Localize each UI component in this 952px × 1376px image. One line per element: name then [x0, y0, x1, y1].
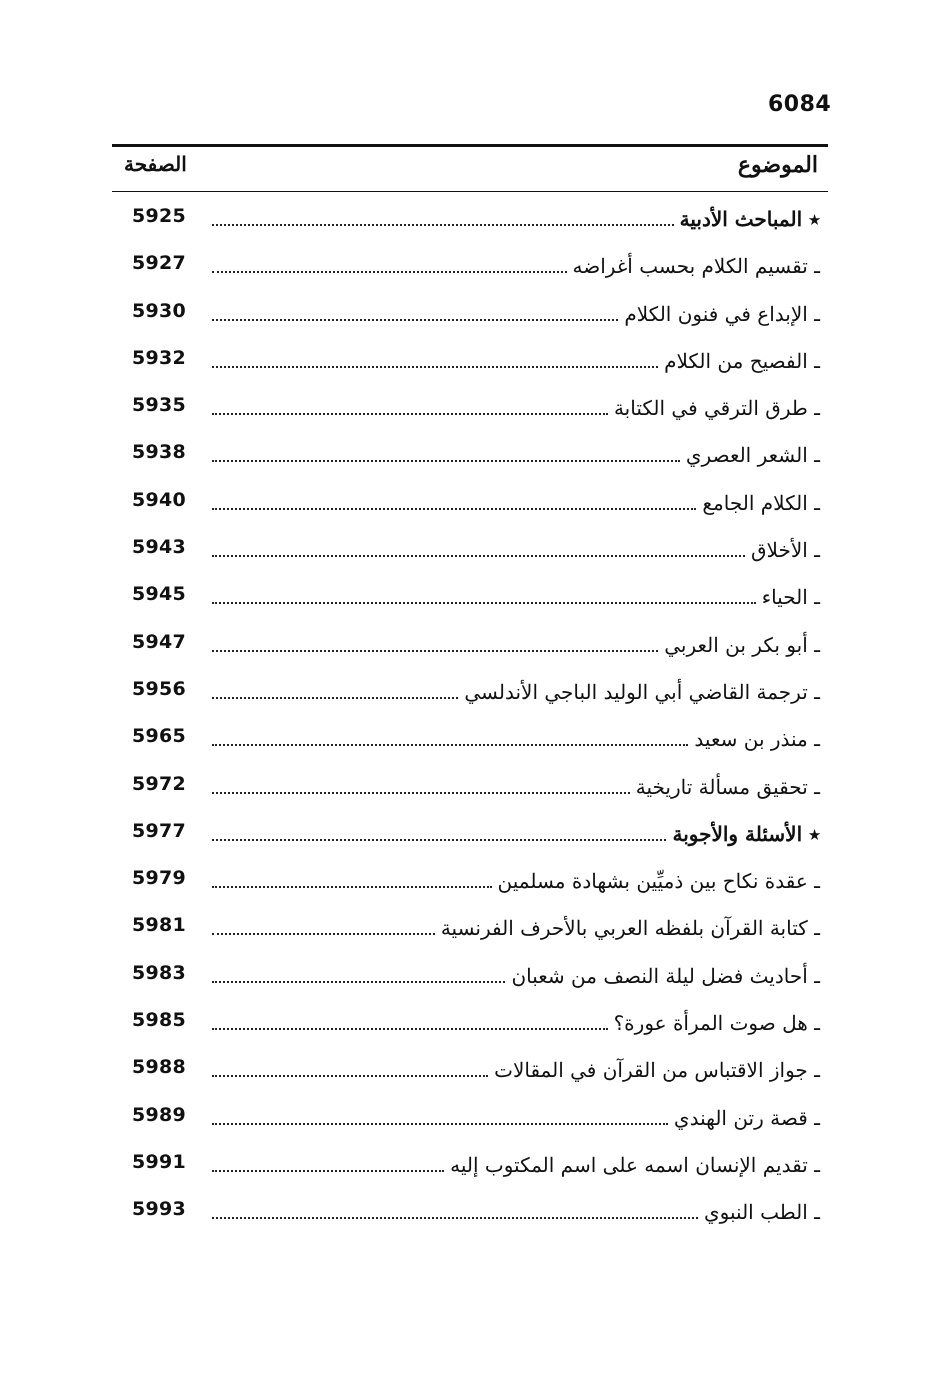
- dot-leader: [212, 602, 756, 604]
- toc-entry-page: 5930: [132, 299, 187, 322]
- toc-entry: [112, 479, 828, 526]
- page-column-header: الصفحة: [124, 152, 187, 176]
- toc-entry-leader: [212, 1149, 820, 1177]
- dot-leader: [212, 508, 696, 510]
- toc-entry-page: 5979: [132, 867, 187, 890]
- toc-entry-leader: [212, 534, 820, 562]
- toc-entry-leader: [212, 865, 820, 893]
- toc-entry-title: ـ الإبداع في فنون الكلام: [618, 302, 820, 326]
- toc-entry: [112, 337, 828, 384]
- toc-entry-title: ـ أحاديث فضل ليلة النصف من شعبان: [505, 964, 820, 988]
- toc-entry-leader: [212, 439, 820, 467]
- toc-entry-leader: [212, 676, 820, 704]
- toc-entry-page: 5985: [132, 1009, 187, 1032]
- dot-leader: [212, 650, 658, 652]
- toc-section-title: ٭ الأسئلة والأجوبة: [666, 822, 820, 846]
- dot-leader: [212, 933, 435, 935]
- toc-entry-page: 5935: [132, 394, 187, 417]
- table-header: [112, 152, 828, 190]
- toc-entry: [112, 195, 828, 242]
- toc-entry: [112, 1141, 828, 1188]
- toc-entry-title: ـ كتابة القرآن بلفظه العربي بالأحرف الفرنسية: [435, 916, 820, 940]
- dot-leader: [212, 224, 674, 226]
- toc-entry-leader: [212, 1007, 820, 1035]
- dot-leader: [212, 1170, 444, 1172]
- toc-entry-leader: [212, 960, 820, 988]
- toc-entry-page: 5925: [132, 205, 187, 227]
- toc-entry-leader: [212, 345, 820, 373]
- toc-entry-page: 5983: [132, 961, 187, 984]
- dot-leader: [212, 1217, 698, 1219]
- toc-entry: [112, 668, 828, 715]
- toc-entry-title: ـ عقدة نكاح بين ذميِّين بشهادة مسلمين: [492, 869, 821, 893]
- toc-entry: [112, 621, 828, 668]
- dot-leader: [212, 792, 630, 794]
- toc-entry-title: ـ الشعر العصري: [680, 443, 820, 467]
- toc-entry-page: 5993: [132, 1198, 187, 1221]
- toc-entry-title: ـ هل صوت المرأة عورة؟: [608, 1011, 820, 1035]
- toc-entry: [112, 763, 828, 810]
- toc-entry-title: ـ الفصيح من الكلام: [658, 349, 820, 373]
- toc-entry-leader: [212, 1054, 820, 1082]
- toc-entry-title: ـ الحياء: [756, 585, 820, 609]
- dot-leader: [212, 839, 666, 841]
- dot-leader: [212, 744, 688, 746]
- toc-entry-leader: [212, 250, 820, 278]
- table-of-contents: [112, 195, 828, 1236]
- toc-entry: [112, 952, 828, 999]
- dot-leader: [212, 460, 680, 462]
- toc-entry: [112, 715, 828, 762]
- toc-entry-leader: [212, 771, 820, 799]
- toc-entry-title: ـ الطب النبوي: [698, 1200, 820, 1224]
- toc-entry-leader: [212, 912, 820, 940]
- dot-leader: [212, 981, 505, 983]
- toc-entry-leader: [212, 723, 820, 751]
- dot-leader: [212, 1075, 488, 1077]
- top-rule: [112, 144, 828, 147]
- toc-entry: [112, 1046, 828, 1093]
- toc-entry: [112, 573, 828, 620]
- toc-entry-page: 5991: [132, 1150, 187, 1173]
- toc-entry-leader: [212, 818, 820, 846]
- toc-entry-title: ـ تحقيق مسألة تاريخية: [630, 775, 820, 799]
- toc-entry-leader: [212, 629, 820, 657]
- toc-entry-leader: [212, 581, 820, 609]
- toc-entry: [112, 904, 828, 951]
- toc-entry-page: 5956: [132, 677, 187, 700]
- toc-entry: [112, 290, 828, 337]
- header-rule: [112, 191, 828, 192]
- toc-entry-page: 5932: [132, 346, 187, 369]
- dot-leader: [212, 697, 458, 699]
- toc-entry-title: ـ تقديم الإنسان اسمه على اسم المكتوب إليه: [444, 1153, 820, 1177]
- toc-section-title: ٭ المباحث الأدبية: [674, 207, 820, 231]
- toc-entry-page: 5965: [132, 725, 187, 748]
- toc-entry-title: ـ جواز الاقتباس من القرآن في المقالات: [488, 1058, 820, 1082]
- toc-entry: [112, 526, 828, 573]
- toc-entry-page: 5972: [132, 772, 187, 795]
- toc-entry-title: ـ الكلام الجامع: [696, 491, 820, 515]
- toc-entry-page: 5988: [132, 1056, 187, 1079]
- toc-entry-title: ـ ترجمة القاضي أبي الوليد الباجي الأندلسي: [458, 680, 820, 704]
- toc-entry: [112, 1188, 828, 1235]
- dot-leader: [212, 366, 658, 368]
- toc-entry-page: 5927: [132, 252, 187, 275]
- toc-entry-page: 5947: [132, 630, 187, 653]
- toc-entry: [112, 857, 828, 904]
- toc-entry-title: ـ منذر بن سعيد: [688, 727, 820, 751]
- toc-entry: [112, 384, 828, 431]
- dot-leader: [212, 1028, 608, 1030]
- toc-entry: [112, 999, 828, 1046]
- toc-entry-page: 5938: [132, 441, 187, 464]
- page-number: 6084: [768, 92, 832, 117]
- dot-leader: [212, 271, 567, 273]
- toc-entry: [112, 431, 828, 478]
- toc-entry-page: 5977: [132, 819, 187, 842]
- dot-leader: [212, 1123, 668, 1125]
- toc-entry-page: 5981: [132, 914, 187, 937]
- topic-column-header: الموضوع: [737, 152, 818, 178]
- dot-leader: [212, 555, 745, 557]
- toc-entry-leader: [212, 1196, 820, 1224]
- toc-entry: [112, 242, 828, 289]
- toc-entry-title: ـ قصة رتن الهندي: [668, 1106, 820, 1130]
- toc-entry: [112, 810, 828, 857]
- toc-entry-page: 5945: [132, 583, 187, 606]
- toc-entry-leader: [212, 487, 820, 515]
- dot-leader: [212, 319, 618, 321]
- toc-entry-leader: [212, 298, 820, 326]
- dot-leader: [212, 413, 608, 415]
- toc-entry-page: 5989: [132, 1103, 187, 1126]
- toc-entry-leader: [212, 392, 820, 420]
- dot-leader: [212, 886, 492, 888]
- toc-entry-page: 5940: [132, 488, 187, 511]
- toc-entry-leader: [212, 1102, 820, 1130]
- toc-entry-page: 5943: [132, 536, 187, 559]
- toc-entry: [112, 1094, 828, 1141]
- toc-entry-leader: [212, 203, 820, 231]
- toc-entry-title: ـ الأخلاق: [745, 538, 820, 562]
- toc-entry-title: ـ طرق الترقي في الكتابة: [608, 396, 820, 420]
- toc-entry-title: ـ أبو بكر بن العربي: [658, 633, 820, 657]
- toc-entry-title: ـ تقسيم الكلام بحسب أغراضه: [567, 254, 820, 278]
